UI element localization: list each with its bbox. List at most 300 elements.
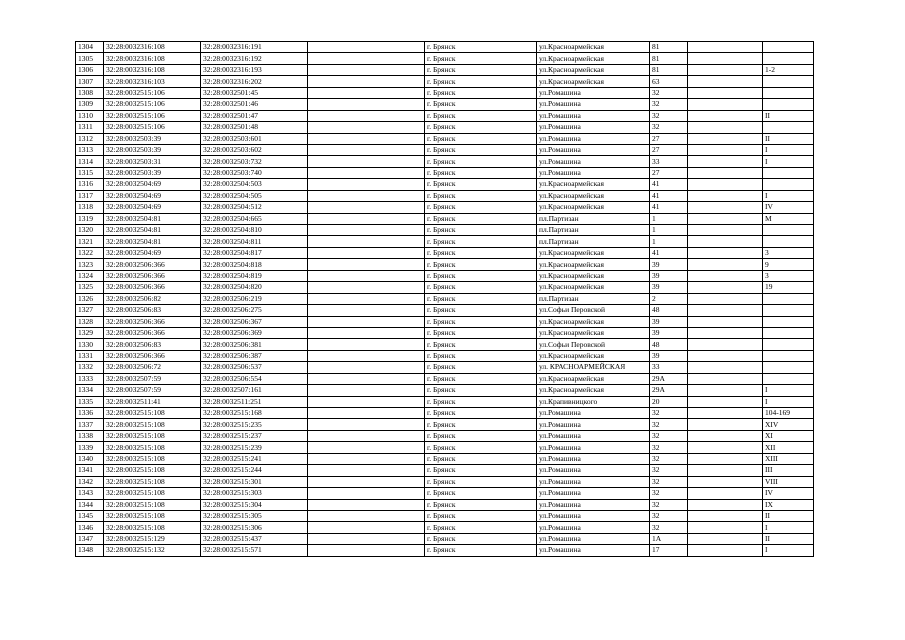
blank-cell-2-cell [688, 236, 763, 247]
city-cell: г. Брянск [425, 362, 537, 373]
street-cell: ул.Красноармейская [537, 64, 650, 75]
table-row [76, 327, 814, 338]
blank-cell-2-cell [688, 144, 763, 155]
blank-cell-cell [308, 247, 425, 258]
blank-cell-cell [308, 419, 425, 430]
table-row [76, 362, 814, 373]
house-number-cell: 32 [650, 408, 688, 419]
premise-number-cell: II [763, 110, 814, 121]
table-row [76, 133, 814, 144]
street-cell: ул.Красноармейская [537, 316, 650, 327]
cadastral-number-cell: 32:28:0032504:819 [201, 270, 308, 281]
house-number-cell: 39 [650, 350, 688, 361]
blank-cell-2-cell [688, 282, 763, 293]
parent-cadastral-number-cell: 32:28:0032515:108 [104, 499, 201, 510]
blank-cell-cell [308, 396, 425, 407]
table-row [76, 465, 814, 476]
premise-number-cell [763, 179, 814, 190]
table-row [76, 293, 814, 304]
cadastral-number-cell: 32:28:0032503:740 [201, 167, 308, 178]
table-row [76, 53, 814, 64]
blank-cell-cell [308, 385, 425, 396]
cadastral-number-cell: 32:28:0032506:554 [201, 373, 308, 384]
premise-number-cell: XIII [763, 453, 814, 464]
house-number-cell: 1 [650, 225, 688, 236]
city-cell: г. Брянск [425, 545, 537, 556]
cadastral-number-cell: 32:28:0032515:306 [201, 522, 308, 533]
blank-cell-2-cell [688, 99, 763, 110]
city-cell: г. Брянск [425, 476, 537, 487]
premise-number-cell: I [763, 385, 814, 396]
premise-number-cell: I [763, 522, 814, 533]
blank-cell-cell [308, 76, 425, 87]
parent-cadastral-number-cell: 32:28:0032507:59 [104, 385, 201, 396]
city-cell: г. Брянск [425, 510, 537, 521]
row-number-cell: 1322 [76, 247, 104, 258]
premise-number-cell: IV [763, 488, 814, 499]
city-cell: г. Брянск [425, 236, 537, 247]
parent-cadastral-number-cell: 32:28:0032503:31 [104, 156, 201, 167]
premise-number-cell: III [763, 465, 814, 476]
blank-cell-cell [308, 236, 425, 247]
table-row [76, 190, 814, 201]
cadastral-number-cell: 32:28:0032316:192 [201, 53, 308, 64]
street-cell: ул.Ромашина [537, 99, 650, 110]
house-number-cell: 1 [650, 236, 688, 247]
row-number-cell: 1314 [76, 156, 104, 167]
blank-cell-2-cell [688, 476, 763, 487]
parent-cadastral-number-cell: 32:28:0032507:59 [104, 373, 201, 384]
parent-cadastral-number-cell: 32:28:0032504:81 [104, 236, 201, 247]
parent-cadastral-number-cell: 32:28:0032506:366 [104, 327, 201, 338]
table-row [76, 99, 814, 110]
row-number-cell: 1345 [76, 510, 104, 521]
blank-cell-cell [308, 408, 425, 419]
parent-cadastral-number-cell: 32:28:0032316:103 [104, 76, 201, 87]
house-number-cell: 39 [650, 327, 688, 338]
row-number-cell: 1326 [76, 293, 104, 304]
blank-cell-cell [308, 99, 425, 110]
house-number-cell: 32 [650, 510, 688, 521]
row-number-cell: 1346 [76, 522, 104, 533]
premise-number-cell: I [763, 190, 814, 201]
house-number-cell: 29А [650, 373, 688, 384]
cadastral-number-cell: 32:28:0032316:202 [201, 76, 308, 87]
city-cell: г. Брянск [425, 190, 537, 201]
table-row [76, 270, 814, 281]
blank-cell-cell [308, 213, 425, 224]
premise-number-cell [763, 316, 814, 327]
street-cell: ул.Красноармейская [537, 247, 650, 258]
row-number-cell: 1316 [76, 179, 104, 190]
blank-cell-2-cell [688, 396, 763, 407]
street-cell: пл.Партизан [537, 293, 650, 304]
street-cell: ул.Ромашина [537, 167, 650, 178]
street-cell: ул.Ромашина [537, 510, 650, 521]
premise-number-cell: XII [763, 442, 814, 453]
premise-number-cell: II [763, 510, 814, 521]
row-number-cell: 1309 [76, 99, 104, 110]
cadastral-number-cell: 32:28:0032504:505 [201, 190, 308, 201]
row-number-cell: 1338 [76, 430, 104, 441]
parent-cadastral-number-cell: 32:28:0032506:82 [104, 293, 201, 304]
house-number-cell: 32 [650, 99, 688, 110]
street-cell: ул.Ромашина [537, 442, 650, 453]
blank-cell-2-cell [688, 453, 763, 464]
premise-number-cell: I [763, 545, 814, 556]
blank-cell-cell [308, 373, 425, 384]
blank-cell-2-cell [688, 225, 763, 236]
blank-cell-cell [308, 122, 425, 133]
blank-cell-2-cell [688, 305, 763, 316]
city-cell: г. Брянск [425, 225, 537, 236]
blank-cell-2-cell [688, 270, 763, 281]
blank-cell-2-cell [688, 522, 763, 533]
street-cell: ул.Ромашина [537, 499, 650, 510]
blank-cell-2-cell [688, 53, 763, 64]
row-number-cell: 1344 [76, 499, 104, 510]
cadastral-number-cell: 32:28:0032316:191 [201, 42, 308, 53]
city-cell: г. Брянск [425, 282, 537, 293]
table-row [76, 442, 814, 453]
blank-cell-cell [308, 293, 425, 304]
house-number-cell: 29А [650, 385, 688, 396]
table-row [76, 42, 814, 53]
blank-cell-cell [308, 316, 425, 327]
city-cell: г. Брянск [425, 76, 537, 87]
city-cell: г. Брянск [425, 533, 537, 544]
premise-number-cell [763, 373, 814, 384]
row-number-cell: 1325 [76, 282, 104, 293]
blank-cell-2-cell [688, 190, 763, 201]
row-number-cell: 1318 [76, 202, 104, 213]
cadastral-number-cell: 32:28:0032511:251 [201, 396, 308, 407]
row-number-cell: 1320 [76, 225, 104, 236]
street-cell: ул.Красноармейская [537, 259, 650, 270]
blank-cell-cell [308, 225, 425, 236]
city-cell: г. Брянск [425, 270, 537, 281]
street-cell: ул.Красноармейская [537, 202, 650, 213]
blank-cell-cell [308, 339, 425, 350]
parent-cadastral-number-cell: 32:28:0032515:108 [104, 442, 201, 453]
street-cell: ул.Ромашина [537, 419, 650, 430]
city-cell: г. Брянск [425, 316, 537, 327]
blank-cell-2-cell [688, 87, 763, 98]
city-cell: г. Брянск [425, 99, 537, 110]
premise-number-cell: VIII [763, 476, 814, 487]
cadastral-number-cell: 32:28:0032504:512 [201, 202, 308, 213]
blank-cell-2-cell [688, 327, 763, 338]
house-number-cell: 41 [650, 247, 688, 258]
blank-cell-2-cell [688, 499, 763, 510]
row-number-cell: 1307 [76, 76, 104, 87]
parent-cadastral-number-cell: 32:28:0032511:41 [104, 396, 201, 407]
house-number-cell: 39 [650, 270, 688, 281]
street-cell: ул.Софьи Перовской [537, 339, 650, 350]
parent-cadastral-number-cell: 32:28:0032503:39 [104, 144, 201, 155]
premise-number-cell [763, 350, 814, 361]
city-cell: г. Брянск [425, 339, 537, 350]
parent-cadastral-number-cell: 32:28:0032504:69 [104, 247, 201, 258]
blank-cell-cell [308, 167, 425, 178]
table-row [76, 305, 814, 316]
city-cell: г. Брянск [425, 305, 537, 316]
street-cell: пл.Партизан [537, 225, 650, 236]
city-cell: г. Брянск [425, 42, 537, 53]
table-row [76, 533, 814, 544]
table-row [76, 144, 814, 155]
parent-cadastral-number-cell: 32:28:0032506:83 [104, 339, 201, 350]
house-number-cell: 41 [650, 179, 688, 190]
parent-cadastral-number-cell: 32:28:0032506:366 [104, 270, 201, 281]
premise-number-cell: IX [763, 499, 814, 510]
cadastral-number-cell: 32:28:0032501:46 [201, 99, 308, 110]
street-cell: ул.Ромашина [537, 465, 650, 476]
street-cell: ул.Ромашина [537, 156, 650, 167]
cadastral-number-cell: 32:28:0032506:537 [201, 362, 308, 373]
row-number-cell: 1310 [76, 110, 104, 121]
street-cell: ул.Ромашина [537, 545, 650, 556]
parent-cadastral-number-cell: 32:28:0032506:366 [104, 350, 201, 361]
blank-cell-cell [308, 510, 425, 521]
blank-cell-2-cell [688, 533, 763, 544]
premise-number-cell: I [763, 156, 814, 167]
parent-cadastral-number-cell: 32:28:0032504:69 [104, 179, 201, 190]
table-row [76, 202, 814, 213]
house-number-cell: 81 [650, 53, 688, 64]
blank-cell-2-cell [688, 110, 763, 121]
row-number-cell: 1329 [76, 327, 104, 338]
parent-cadastral-number-cell: 32:28:0032506:366 [104, 259, 201, 270]
blank-cell-2-cell [688, 156, 763, 167]
cadastral-number-cell: 32:28:0032506:369 [201, 327, 308, 338]
house-number-cell: 17 [650, 545, 688, 556]
row-number-cell: 1335 [76, 396, 104, 407]
row-number-cell: 1340 [76, 453, 104, 464]
blank-cell-2-cell [688, 545, 763, 556]
blank-cell-2-cell [688, 133, 763, 144]
row-number-cell: 1334 [76, 385, 104, 396]
blank-cell-2-cell [688, 373, 763, 384]
row-number-cell: 1330 [76, 339, 104, 350]
house-number-cell: 41 [650, 202, 688, 213]
house-number-cell: 63 [650, 76, 688, 87]
house-number-cell: 32 [650, 87, 688, 98]
table-row [76, 396, 814, 407]
cadastral-number-cell: 32:28:0032504:820 [201, 282, 308, 293]
table-row [76, 453, 814, 464]
row-number-cell: 1317 [76, 190, 104, 201]
cadastral-number-cell: 32:28:0032504:818 [201, 259, 308, 270]
blank-cell-cell [308, 430, 425, 441]
premise-number-cell [763, 293, 814, 304]
blank-cell-cell [308, 53, 425, 64]
blank-cell-2-cell [688, 259, 763, 270]
table-row [76, 510, 814, 521]
blank-cell-cell [308, 87, 425, 98]
blank-cell-cell [308, 179, 425, 190]
row-number-cell: 1313 [76, 144, 104, 155]
blank-cell-2-cell [688, 247, 763, 258]
city-cell: г. Брянск [425, 488, 537, 499]
cadastral-number-cell: 32:28:0032515:305 [201, 510, 308, 521]
row-number-cell: 1337 [76, 419, 104, 430]
parent-cadastral-number-cell: 32:28:0032316:108 [104, 42, 201, 53]
row-number-cell: 1315 [76, 167, 104, 178]
premise-number-cell [763, 225, 814, 236]
blank-cell-cell [308, 144, 425, 155]
city-cell: г. Брянск [425, 442, 537, 453]
cadastral-number-cell: 32:28:0032503:732 [201, 156, 308, 167]
street-cell: ул.Красноармейская [537, 373, 650, 384]
cadastral-number-cell: 32:28:0032504:811 [201, 236, 308, 247]
house-number-cell: 32 [650, 430, 688, 441]
street-cell: ул.Ромашина [537, 430, 650, 441]
premise-number-cell: I [763, 144, 814, 155]
row-number-cell: 1331 [76, 350, 104, 361]
house-number-cell: 27 [650, 133, 688, 144]
street-cell: ул.Ромашина [537, 476, 650, 487]
cadastral-number-cell: 32:28:0032506:387 [201, 350, 308, 361]
city-cell: г. Брянск [425, 408, 537, 419]
house-number-cell: 32 [650, 122, 688, 133]
city-cell: г. Брянск [425, 110, 537, 121]
row-number-cell: 1304 [76, 42, 104, 53]
blank-cell-cell [308, 64, 425, 75]
blank-cell-2-cell [688, 419, 763, 430]
parent-cadastral-number-cell: 32:28:0032515:132 [104, 545, 201, 556]
cadastral-number-cell: 32:28:0032504:665 [201, 213, 308, 224]
premise-number-cell [763, 236, 814, 247]
cadastral-number-cell: 32:28:0032501:48 [201, 122, 308, 133]
street-cell: ул.Красноармейская [537, 385, 650, 396]
row-number-cell: 1312 [76, 133, 104, 144]
parent-cadastral-number-cell: 32:28:0032515:108 [104, 419, 201, 430]
blank-cell-2-cell [688, 430, 763, 441]
house-number-cell: 32 [650, 476, 688, 487]
blank-cell-2-cell [688, 408, 763, 419]
cadastral-number-cell: 32:28:0032504:810 [201, 225, 308, 236]
premise-number-cell [763, 339, 814, 350]
blank-cell-2-cell [688, 442, 763, 453]
blank-cell-2-cell [688, 202, 763, 213]
premise-number-cell [763, 76, 814, 87]
blank-cell-cell [308, 110, 425, 121]
row-number-cell: 1348 [76, 545, 104, 556]
table-row [76, 179, 814, 190]
premise-number-cell: II [763, 133, 814, 144]
row-number-cell: 1339 [76, 442, 104, 453]
house-number-cell: 39 [650, 316, 688, 327]
city-cell: г. Брянск [425, 133, 537, 144]
parent-cadastral-number-cell: 32:28:0032504:81 [104, 225, 201, 236]
row-number-cell: 1305 [76, 53, 104, 64]
parent-cadastral-number-cell: 32:28:0032506:366 [104, 282, 201, 293]
city-cell: г. Брянск [425, 419, 537, 430]
blank-cell-2-cell [688, 64, 763, 75]
row-number-cell: 1327 [76, 305, 104, 316]
street-cell: ул.Красноармейская [537, 53, 650, 64]
parent-cadastral-number-cell: 32:28:0032504:81 [104, 213, 201, 224]
street-cell: ул.Ромашина [537, 488, 650, 499]
street-cell: ул.Красноармейская [537, 42, 650, 53]
table-row [76, 282, 814, 293]
parent-cadastral-number-cell: 32:28:0032515:129 [104, 533, 201, 544]
city-cell: г. Брянск [425, 396, 537, 407]
row-number-cell: 1306 [76, 64, 104, 75]
blank-cell-cell [308, 259, 425, 270]
table-row [76, 122, 814, 133]
house-number-cell: 32 [650, 419, 688, 430]
cadastral-number-cell: 32:28:0032506:275 [201, 305, 308, 316]
row-number-cell: 1336 [76, 408, 104, 419]
row-number-cell: 1341 [76, 465, 104, 476]
table-row [76, 259, 814, 270]
city-cell: г. Брянск [425, 247, 537, 258]
street-cell: ул.Красноармейская [537, 282, 650, 293]
cadastral-number-cell: 32:28:0032316:193 [201, 64, 308, 75]
cadastral-number-cell: 32:28:0032506:219 [201, 293, 308, 304]
row-number-cell: 1323 [76, 259, 104, 270]
parent-cadastral-number-cell: 32:28:0032515:106 [104, 99, 201, 110]
table-row [76, 350, 814, 361]
blank-cell-2-cell [688, 385, 763, 396]
blank-cell-2-cell [688, 42, 763, 53]
blank-cell-cell [308, 362, 425, 373]
blank-cell-cell [308, 202, 425, 213]
table-row [76, 167, 814, 178]
house-number-cell: 48 [650, 305, 688, 316]
street-cell: ул.Красноармейская [537, 190, 650, 201]
house-number-cell: 32 [650, 522, 688, 533]
parent-cadastral-number-cell: 32:28:0032515:108 [104, 408, 201, 419]
premise-number-cell [763, 362, 814, 373]
house-number-cell: 1 [650, 213, 688, 224]
house-number-cell: 33 [650, 156, 688, 167]
table-row [76, 408, 814, 419]
parent-cadastral-number-cell: 32:28:0032515:108 [104, 488, 201, 499]
premise-number-cell: 3 [763, 270, 814, 281]
house-number-cell: 32 [650, 465, 688, 476]
house-number-cell: 41 [650, 190, 688, 201]
street-cell: ул.Ромашина [537, 122, 650, 133]
city-cell: г. Брянск [425, 156, 537, 167]
street-cell: ул.Ромашина [537, 87, 650, 98]
street-cell: ул.Софьи Перовской [537, 305, 650, 316]
row-number-cell: 1332 [76, 362, 104, 373]
cadastral-number-cell: 32:28:0032501:47 [201, 110, 308, 121]
cadastral-number-cell: 32:28:0032515:244 [201, 465, 308, 476]
premise-number-cell: 3 [763, 247, 814, 258]
blank-cell-cell [308, 270, 425, 281]
house-number-cell: 32 [650, 110, 688, 121]
cadastral-number-cell: 32:28:0032504:817 [201, 247, 308, 258]
table-row [76, 213, 814, 224]
row-number-cell: 1324 [76, 270, 104, 281]
city-cell: г. Брянск [425, 202, 537, 213]
city-cell: г. Брянск [425, 179, 537, 190]
cadastral-number-cell: 32:28:0032506:367 [201, 316, 308, 327]
house-number-cell: 32 [650, 488, 688, 499]
street-cell: ул.Красноармейская [537, 327, 650, 338]
city-cell: г. Брянск [425, 373, 537, 384]
blank-cell-cell [308, 305, 425, 316]
blank-cell-cell [308, 442, 425, 453]
cadastral-number-cell: 32:28:0032515:241 [201, 453, 308, 464]
premise-number-cell: XIV [763, 419, 814, 430]
parent-cadastral-number-cell: 32:28:0032503:39 [104, 167, 201, 178]
city-cell: г. Брянск [425, 259, 537, 270]
